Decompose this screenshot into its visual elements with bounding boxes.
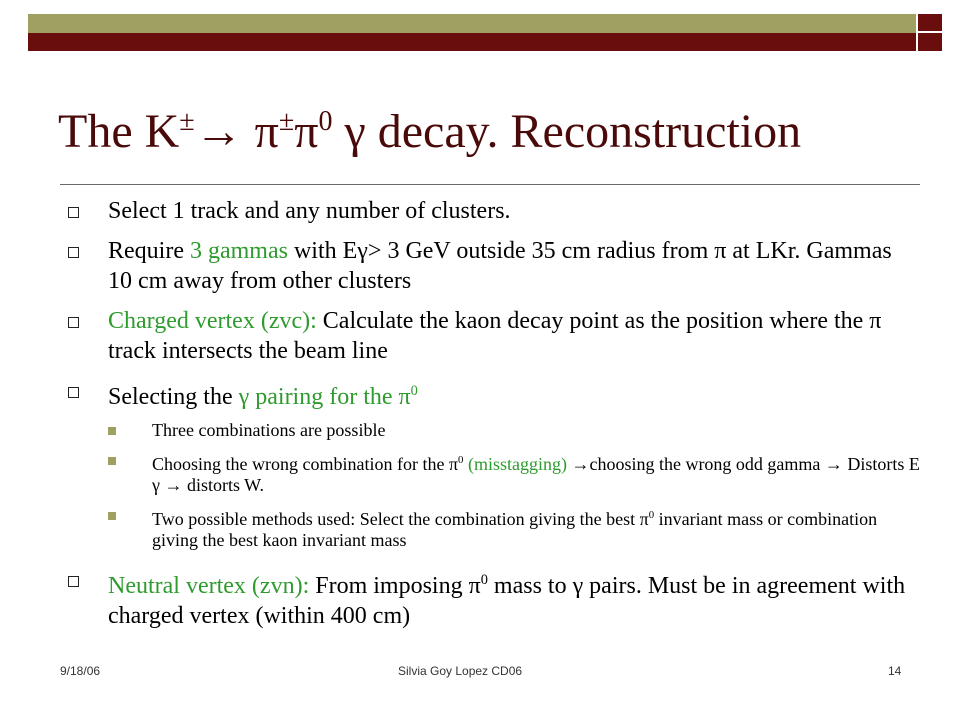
corner-square	[916, 14, 942, 51]
title-divider	[60, 184, 920, 185]
bullet-charged-vertex: Charged vertex (zvc): Calculate the kaon decay point as the position where the π track intersects the beam line	[60, 306, 920, 366]
maroon-stripe	[28, 33, 942, 51]
footer-page-number: 14	[888, 664, 902, 678]
top-decoration-bar	[28, 14, 942, 54]
bullet-select-track: Select 1 track and any number of clusters.	[60, 196, 920, 226]
olive-square-bullet-icon	[108, 427, 116, 435]
bullet-require-gammas: Require 3 gammas with Eγ> 3 GeV outside 35 cm radius from π at LKr. Gammas 10 cm away from other clusters	[60, 236, 920, 296]
footer-date: 9/18/06	[60, 664, 101, 678]
bullet-neutral-vertex: Neutral vertex (zvn): From imposing $\pi^0$ mass to γ pairs. Must be in agreement with charged vertex (within 400 cm)	[60, 565, 920, 631]
square-bullet-icon	[68, 317, 79, 328]
subbullet-misstagging: Choosing the wrong combination for the $\pi^0$ (misstagging) →choosing the wrong odd gamma → Distorts E γ → distorts W.	[60, 450, 920, 496]
footer-author: Silvia Goy Lopez CD06	[398, 664, 523, 678]
bullet-gamma-pairing: Selecting the γ pairing for the $\pi^0$	[60, 376, 920, 412]
subbullet-methods: Two possible methods used: Select the combination giving the best $\pi^0$ invariant mass or combination giving the best kaon invariant mass	[60, 505, 920, 551]
olive-square-bullet-icon	[108, 512, 116, 520]
olive-stripe	[28, 14, 942, 33]
square-bullet-icon	[68, 247, 79, 258]
square-bullet-icon	[68, 576, 79, 587]
slide-title: The $K^\pm\to \pi^\pm\pi^0$ γ decay. Reconstruction	[58, 105, 802, 158]
square-bullet-icon	[68, 387, 79, 398]
slide-body	[60, 196, 920, 641]
square-bullet-icon	[68, 207, 79, 218]
olive-square-bullet-icon	[108, 457, 116, 465]
subbullet-combinations: Three combinations are possible	[60, 420, 920, 441]
